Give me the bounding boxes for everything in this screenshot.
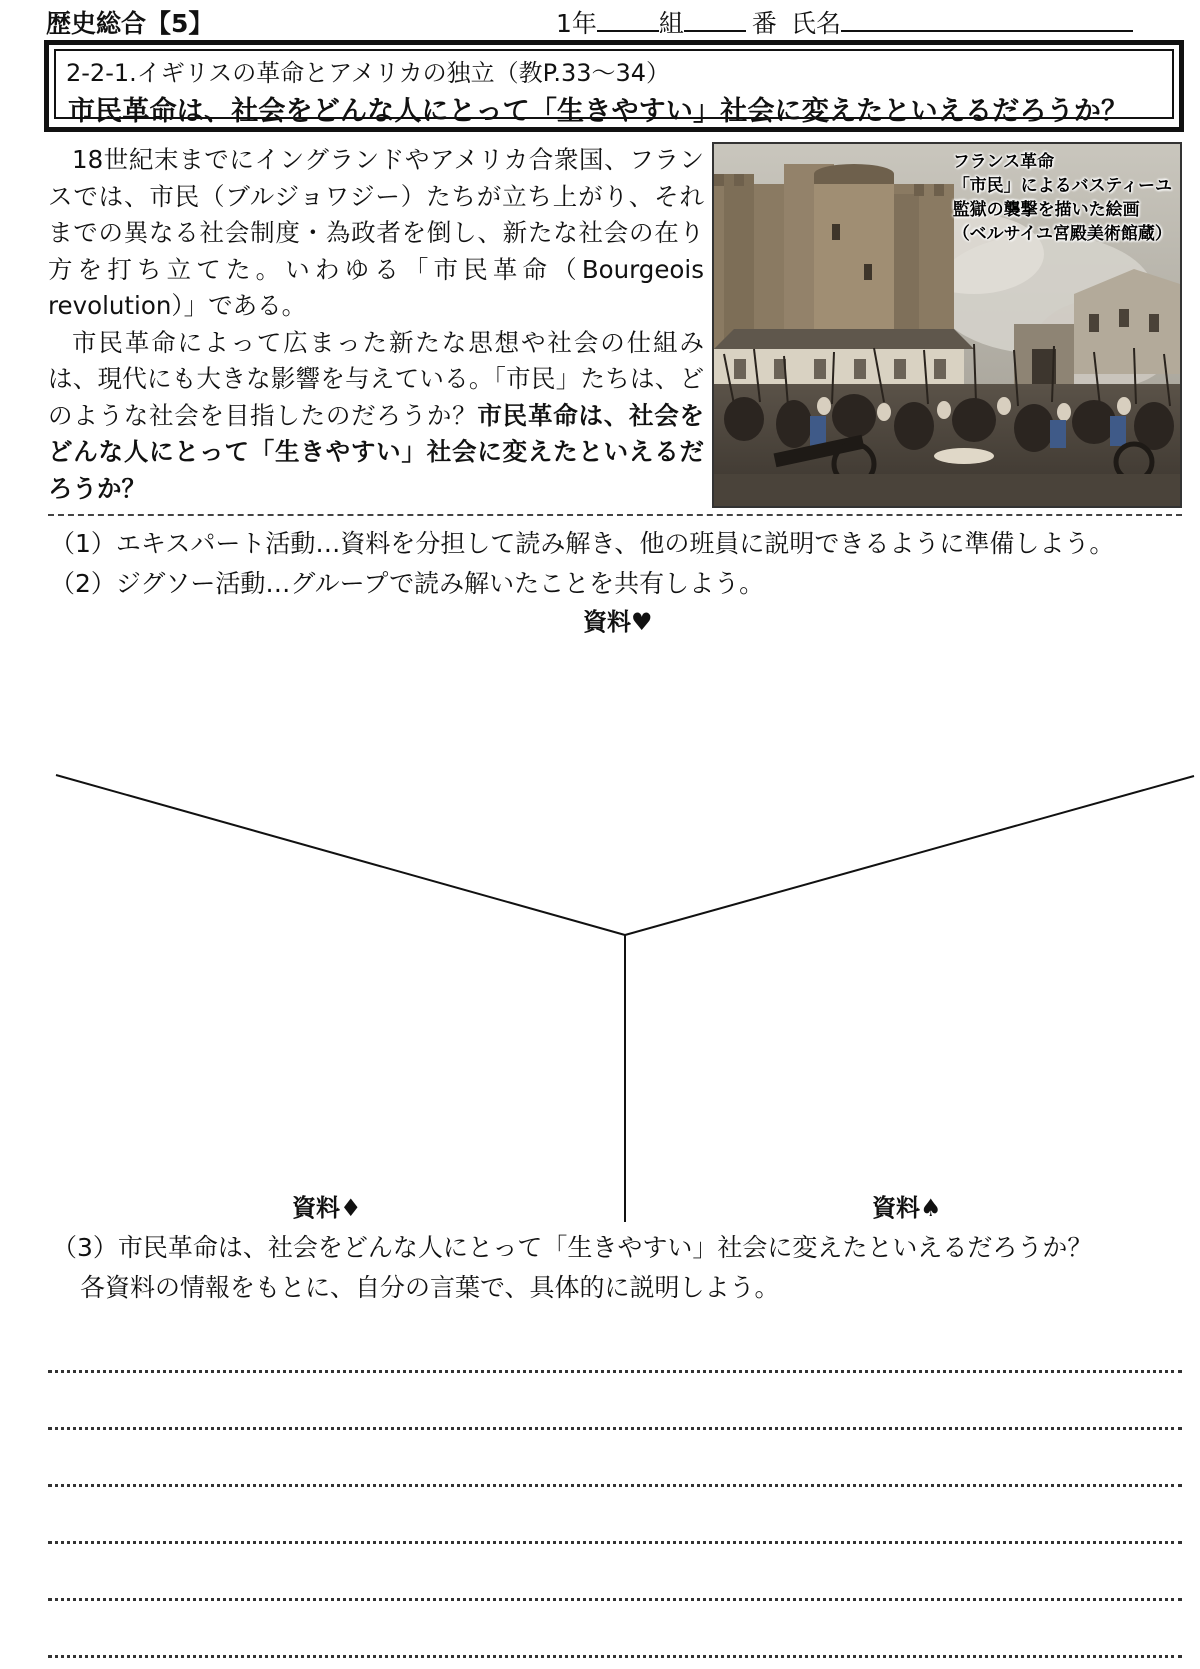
caption-line-1: フランス革命	[952, 152, 1055, 172]
lesson-heading: 2-2-1.イギリスの革命とアメリカの独立（教P.33～34）	[66, 59, 671, 87]
answer-line-5[interactable]	[48, 1598, 1182, 1601]
y-diagram-left-line	[56, 775, 625, 935]
caption-line-3: 監獄の襲撃を描いた絵画	[952, 200, 1140, 220]
material-diamond-label: 資料♦	[292, 1194, 362, 1222]
jigsaw-activity-instruction: （2）ジグソー活動…グループで読み解いたことを共有しよう。	[50, 569, 765, 598]
intro-bold-question: 市民革命は、社会をどんな人にとって「生きやすい」社会に変えたといえるだろうか？	[48, 400, 705, 503]
class-label: 組	[658, 9, 684, 38]
grade-label: 1年	[556, 9, 597, 38]
answer-line-4[interactable]	[48, 1541, 1182, 1544]
subject-title: 歴史総合【5】	[46, 9, 214, 38]
answer-line-3[interactable]	[48, 1484, 1182, 1487]
name-label: 氏名	[790, 9, 841, 38]
caption-line-4: （ベルサイユ宮殿美術館蔵）	[952, 224, 1172, 244]
answer-line-6[interactable]	[48, 1655, 1182, 1658]
intro-paragraph-1: 18世紀末までにイングランドやアメリカ合衆国、フランスでは、市民（ブルジョワジー）たちが立ち上がり、それまでの異なる社会制度・為政者を倒し、新たな社会の在り方を打ち立てた。いわゆる「市民革命（Bourgeois revolution）」である。	[48, 145, 704, 320]
material-spade-label: 資料♠	[872, 1194, 942, 1222]
main-question: 市民革命は、社会をどんな人にとって「生きやすい」社会に変えたといえるだろうか？	[68, 96, 1129, 127]
answer-line-2[interactable]	[48, 1427, 1182, 1430]
y-diagram-right-line	[625, 776, 1194, 935]
intro-paragraph-2-text: 市民革命によって広まった新たな思想や社会の仕組みは、現代にも大きな影響を与えている。「市民」たちは、どのような社会を目指したのだろうか？	[48, 327, 704, 430]
material-heart-label: 資料♥	[583, 608, 653, 636]
question-3: （3）市民革命は、社会をどんな人にとって「生きやすい」社会に変えたといえるだろうか？	[52, 1233, 1093, 1262]
caption-line-2: 「市民」によるバスティーユ	[952, 176, 1172, 196]
question-3-instruction: 各資料の情報をもとに、自分の言葉で、具体的に説明しよう。	[80, 1273, 780, 1302]
answer-line-1[interactable]	[48, 1370, 1182, 1373]
expert-activity-instruction: （1）エキスパート活動…資料を分担して読み解き、他の班員に説明できるように準備しよう。	[50, 529, 1115, 558]
number-label: 番	[751, 9, 777, 38]
